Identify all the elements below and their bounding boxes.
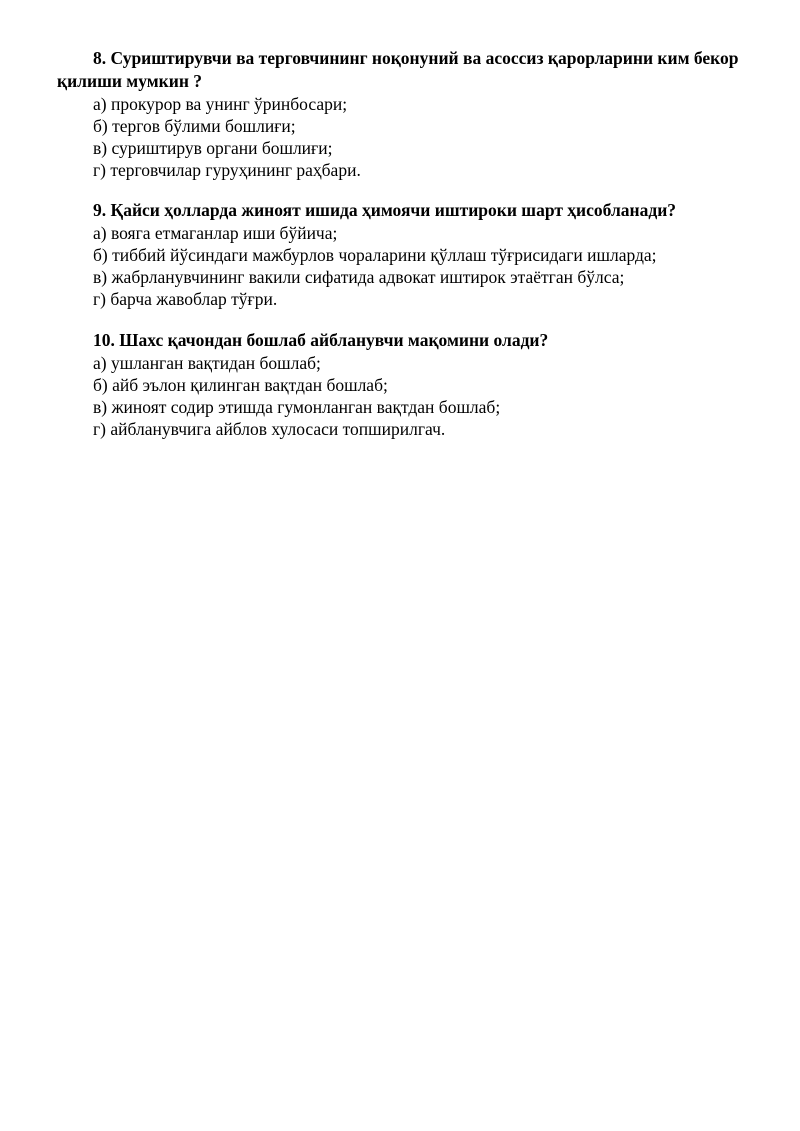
answer-option-a: а) ушланган вақтидан бошлаб; (93, 353, 321, 373)
answer-option-g: г) терговчилар гуруҳининг раҳбари. (93, 160, 361, 180)
answer-option-a: а) прокурор ва унинг ўринбосари; (93, 94, 348, 114)
question-8 (57, 47, 757, 181)
question-9 (57, 199, 757, 310)
answer-option-b: б) тергов бўлими бошлиғи; (93, 116, 296, 136)
question-title: 8. Суриштирувчи ва терговчининг ноқонуний ва асоссиз қарорларини ким бекор қилиши мумкин ? (57, 48, 739, 91)
answer-option-a: а) вояга етмаганлар иши бўйича; (93, 223, 338, 243)
answer-option-g: г) барча жавоблар тўғри. (93, 289, 278, 309)
answer-options (57, 222, 757, 310)
question-title: 10. Шахс қачондан бошлаб айбланувчи мақомини олади? (93, 330, 549, 350)
answer-option-v: в) жабрланувчининг вакили сифатида адвокат иштирок этаётган бўлса; (93, 267, 625, 287)
question-title: 9. Қайси ҳолларда жиноят ишида ҳимоячи иштироки шарт ҳисобланади? (93, 200, 677, 220)
answer-option-b: б) тиббий йўсиндаги мажбурлов чораларини қўллаш тўғрисидаги ишларда; (93, 245, 657, 265)
answer-options (57, 93, 757, 181)
answer-option-g: г) айбланувчига айблов хулосаси топширилгач. (93, 419, 446, 439)
answer-option-v: в) жиноят содир этишда гумонланган вақтдан бошлаб; (93, 397, 501, 417)
answer-option-b: б) айб эълон қилинган вақтдан бошлаб; (93, 375, 388, 395)
answer-options (57, 352, 757, 440)
answer-option-v: в) суриштирув органи бошлиғи; (93, 138, 333, 158)
question-10 (57, 329, 757, 440)
